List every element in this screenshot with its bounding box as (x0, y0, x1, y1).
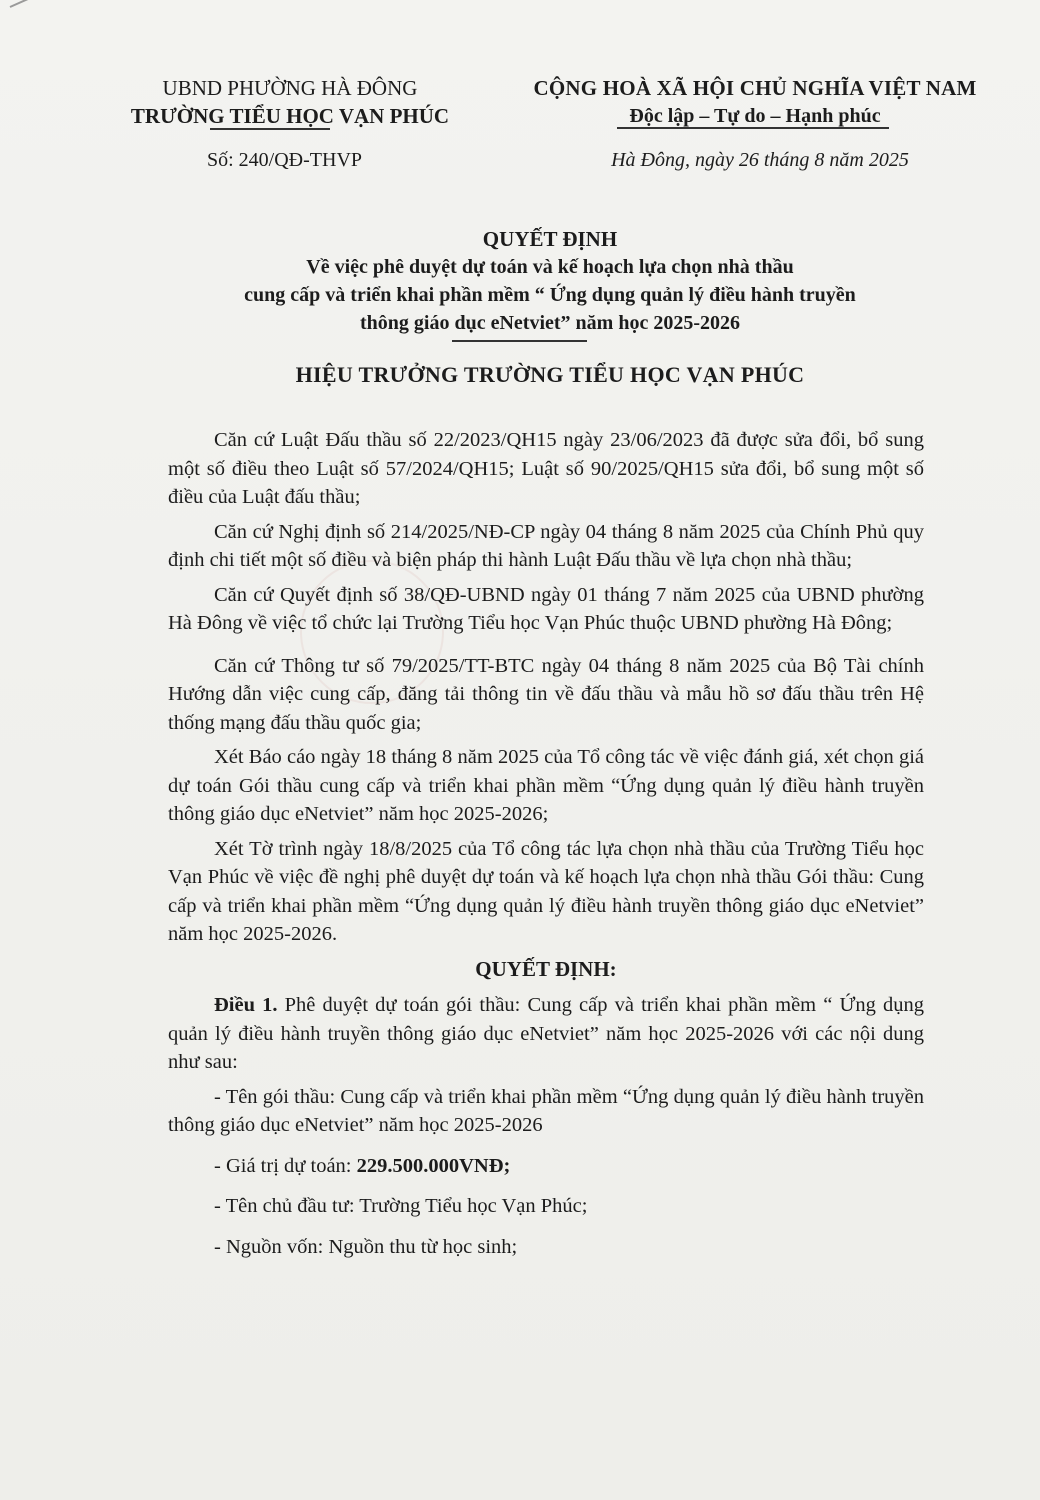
national-header (510, 74, 1000, 130)
national-motto: Độc lập – Tự do – Hạnh phúc (629, 105, 881, 127)
item-investor: - Tên chủ đầu tư: Trường Tiểu học Vạn Phúc; (214, 1195, 588, 1217)
title-line-1: Về việc phê duyệt dự toán và kế hoạch lựa chọn nhà thầu (306, 256, 794, 278)
decision-heading: QUYẾT ĐỊNH: (475, 956, 617, 981)
legal-basis-5: Xét Báo cáo ngày 18 tháng 8 năm 2025 của Tổ công tác về việc đánh giá, xét chọn giá dự toán Gói thầu cung cấp và triển khai phần mềm “Ứng dụng quản lý điều hành truyền thông giáo dục eNetviet” năm học 2025-2026; (168, 746, 924, 825)
document-title (140, 225, 960, 337)
item-package-name: - Tên gói thầu: Cung cấp và triển khai phần mềm “Ứng dụng quản lý điều hành truyền thông giáo dục eNetviet” năm học 2025-2026 (168, 1085, 924, 1136)
estimated-value-amount: 229.500.000VNĐ; (356, 1154, 511, 1177)
title-line-2: cung cấp và triển khai phần mềm “ Ứng dụng quản lý điều hành truyền (244, 284, 856, 306)
item-funding-source: - Nguồn vốn: Nguồn thu từ học sinh; (214, 1235, 518, 1258)
pen-mark (10, 0, 55, 8)
document-number: Số: 240/QĐ-THVP (207, 149, 363, 171)
title-underline (452, 340, 587, 342)
agency-name: TRƯỜNG TIỂU HỌC VẠN PHÚC (130, 104, 450, 128)
title-main: QUYẾT ĐỊNH (482, 227, 618, 251)
agency-underline (210, 128, 330, 130)
legal-basis-6: Xét Tờ trình ngày 18/8/2025 của Tổ công tác lựa chọn nhà thầu của Trường Tiểu học Vạn Phúc về việc đề nghị phê duyệt dự toán và kế hoạch lựa chọn nhà thầu Gói thầu: Cung cấp và triển khai phần mềm “Ứng dụng quản lý điều hành truyền thông giáo dục eNetviet” năm học 2025-2026. (168, 837, 924, 945)
article-1-label: Điều 1. (214, 994, 278, 1016)
article-1-text: Phê duyệt dự toán gói thầu: Cung cấp và triển khai phần mềm “ Ứng dụng quản lý điều hành truyền thông giáo dục eNetviet” năm học 2025-2026 với các nội dung như sau: (168, 994, 925, 1073)
legal-basis-3: Căn cứ Quyết định số 38/QĐ-UBND ngày 01 tháng 7 năm 2025 của UBND phường Hà Đông về việc tổ chức lại Trường Tiểu học Vạn Phúc thuộc UBND phường Hà Đông; (168, 583, 924, 634)
estimated-value-label: - Giá trị dự toán: (214, 1154, 357, 1177)
agency-parent: UBND PHƯỜNG HÀ ĐÔNG (162, 76, 418, 100)
title-line-3: thông giáo dục eNetviet” năm học 2025-2026 (360, 312, 740, 334)
item-estimated-value (168, 1152, 924, 1181)
national-title: CỘNG HOÀ XÃ HỘI CHỦ NGHĨA VIỆT NAM (533, 76, 977, 100)
issuing-agency (110, 74, 470, 130)
legal-basis-4: Căn cứ Thông tư số 79/2025/TT-BTC ngày 04 tháng 8 năm 2025 của Bộ Tài chính Hướng dẫn việc cung cấp, đăng tải thông tin về đấu thầu và mẫu hồ sơ đấu thầu trên Hệ thống mạng đấu thầu quốc gia; (168, 654, 924, 734)
legal-basis-2: Căn cứ Nghị định số 214/2025/NĐ-CP ngày 04 tháng 8 năm 2025 của Chính Phủ quy định chi tiết một số điều và biện pháp thi hành Luật Đấu thầu về lựa chọn nhà thầu; (168, 520, 924, 571)
article-1 (168, 991, 924, 1077)
document-body (168, 426, 924, 1273)
legal-basis-1: Căn cứ Luật Đấu thầu số 22/2023/QH15 ngày 23/06/2023 đã được sửa đổi, bổ sung một số điều theo Luật số 57/2024/QH15; Luật số 90/2025/QH15 sửa đổi, bổ sung một số điều của Luật đấu thầu; (168, 429, 924, 508)
motto-underline (617, 127, 889, 129)
document-date: Hà Đông, ngày 26 tháng 8 năm 2025 (611, 149, 909, 171)
authority-heading: HIỆU TRƯỞNG TRƯỜNG TIỂU HỌC VẠN PHÚC (295, 362, 805, 387)
